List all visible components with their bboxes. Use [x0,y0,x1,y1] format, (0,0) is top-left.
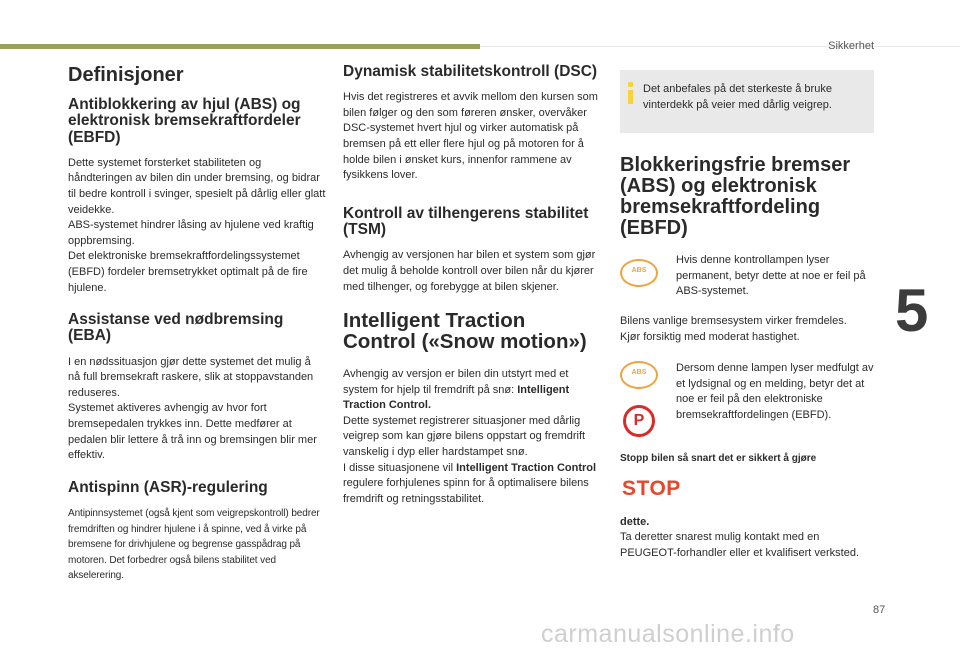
header-accent-bar [0,44,480,49]
tsm-heading: Kontroll av tilhengerens stabilitet (TSM) [343,204,589,239]
asr-heading: Antispinn (ASR)-regulering [68,478,268,496]
itc-text [343,367,601,507]
stop-instruction: Stopp bilen så snart det er sikkert å gjøre [620,453,817,465]
info-icon [626,82,634,104]
abs-lamp-label-2: ABS [631,369,647,377]
column-left [68,64,326,584]
brake-warning-lamp-icon: P [623,405,655,437]
watermark: carmanualsonline.info [541,620,795,648]
itc-text-part-1: Avhengig av versjon er bilen din utstyrt med et system for hjelp til fremdrift på snø: [343,367,569,396]
header-rule [480,46,960,47]
dsc-heading: Dynamisk stabilitetskontroll (DSC) [343,63,598,80]
stop-tail: dette. [620,515,650,528]
eba-text: I en nødssituasjon gjør dette systemet det mulig å nå full bremsekraft raskere, slik at stoppavstanden reduseres. Systemet aktiveres avhengig av hvor fort bremsepedalen trykkes inn. Dette medfører at pedalen blir lettere å trå inn og bremsingen blir mer effektiv. [68,355,317,462]
itc-text-part-3: regulere forhjulenes spinn for å optimalisere bilens fremdrift og retningsstabilitet. [343,477,589,505]
normal-brakes-text: Bilens vanlige bremsesystem virker fremdeles. Kjør forsiktig med moderat hastighet. [620,314,847,343]
stop-icon: STOP [622,476,681,500]
page-title: Definisjoner [68,64,184,86]
page-number: 87 [873,604,886,616]
dsc-text: Hvis det registreres et avvik mellom den kursen som bilen følger og den som føreren ønsker, overvåker DSC-systemet hvert hjul og virker automatisk på bremsen på ett eller flere hjul og på motoren for å holde bilen i ønsket kurs, innenfor rammene av fysikkens lover. [343,91,598,182]
abs-ebfd-heading: Blokkeringsfrie bremser (ABS) og elektronisk bremsekraftfordeling (EBFD) [620,154,851,240]
abs-lamp-text: Hvis denne kontrollampen lyser permanent, betyr dette at noe er feil på ABS-systemet. [676,254,866,298]
abs-warning-lamp-icon-2 [620,361,658,389]
abs-text: Dette systemet forsterket stabiliteten og håndteringen av bilen din under bremsing, og bidrar til bedre kontroll i svinger, spesielt på dårlig eller glatt veidekke. ABS-systemet hindrer låsing av hjulene ved kraftig oppbremsing. Det elektroniske bremsekraftfordelingssystemet (EBFD) fordeler bremsetrykket optimalt på de fire hjulene. [68,156,326,294]
info-text: Det anbefales på det sterkeste å bruke vinterdekk på veier med dårlig veigrep. [643,83,832,111]
itc-bold-1: Intelligent Traction Control. [343,383,570,412]
asr-text: Antipinnsystemet (også kjent som veigrepskontroll) bedrer fremdriften og hindrer hjulene i å spinne, ved å virke på bremsene for drivhjulene og begrense gasspådrag på motoren. Det forbedrer også bilens stabilitet ved akselerering. [68,508,320,582]
contact-text: Ta deretter snarest mulig kontakt med en PEUGEOT-forhandler eller et kvalifisert verksted. [620,531,860,559]
column-middle [343,64,601,507]
ebfd-lamp-row [620,361,874,437]
itc-text-part-2: Dette systemet registrerer situasjoner med dårlig veigrep som kan gjøre bilens oppstart og fremdrift vanskelig i dyp eller hardstampet snø. I disse situasjonene vil [343,414,586,474]
column-right [620,70,874,562]
itc-heading: Intelligent Traction Control («Snow motion») [343,309,587,354]
itc-bold-2: Intelligent Traction Control [456,461,597,474]
section-title: Sikkerhet [828,40,874,52]
eba-heading: Assistanse ved nødbremsing (EBA) [68,311,284,345]
abs-warning-lamp-icon [620,259,658,287]
tsm-text: Avhengig av versjonen har bilen et system som gjør det mulig å beholde kontroll over bilen når du kjører med tilhenger, og forebygge at bilen skjener. [343,249,596,293]
abs-lamp-label: ABS [631,267,647,275]
abs-lamp-row [620,253,874,300]
ebfd-lamp-text: Dersom denne lampen lyser medfulgt av et lydsignal og en melding, betyr det at noe er feil på den elektroniske bremsekraftfordelingen (EBFD). [676,362,874,421]
info-box [620,70,874,133]
abs-heading: Antiblokkering av hjul (ABS) og elektronisk bremsekraftfordeler (EBFD) [68,96,301,146]
chapter-number: 5 [895,277,929,344]
